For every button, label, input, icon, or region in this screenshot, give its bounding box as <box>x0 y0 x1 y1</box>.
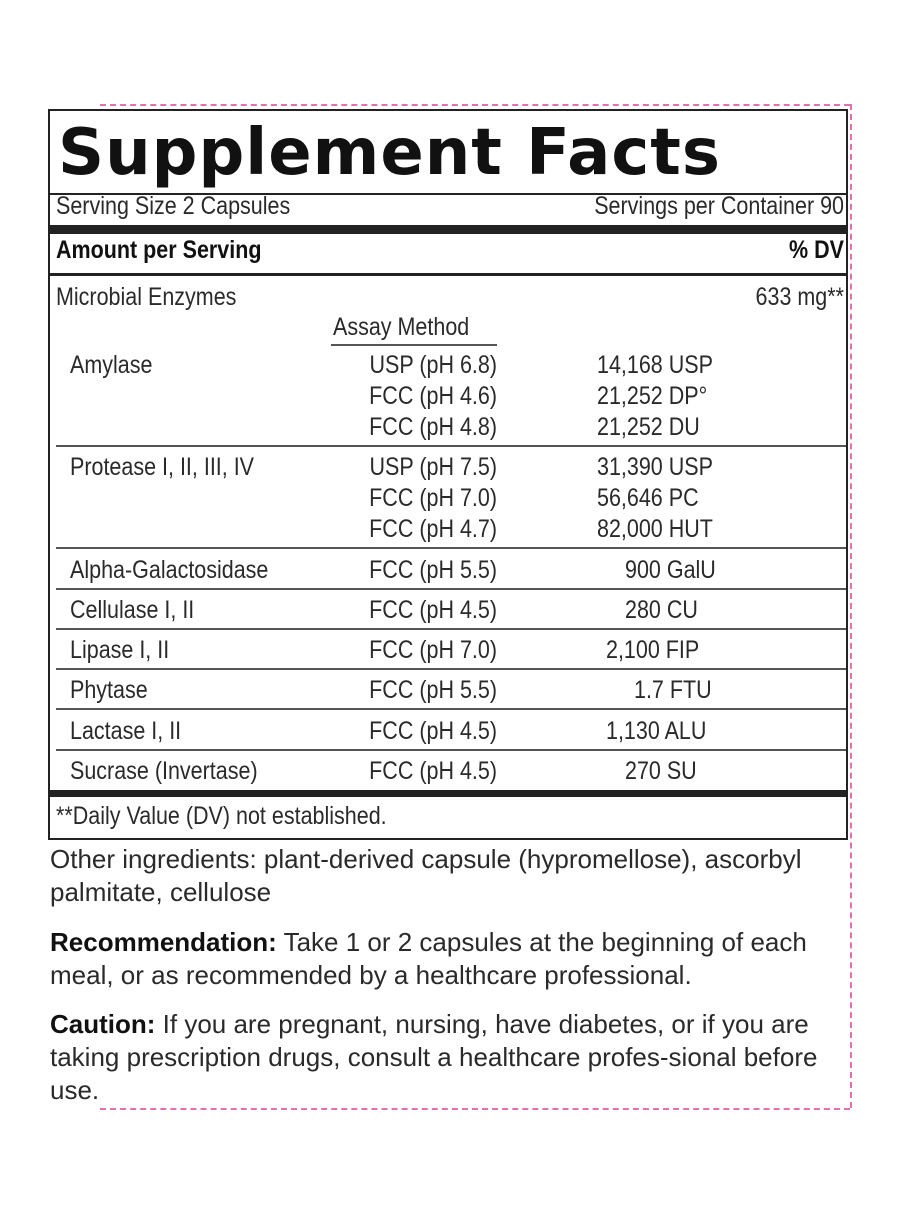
row-divider <box>56 708 846 710</box>
recommendation <box>50 926 840 992</box>
thick-rule-bottom <box>50 790 846 797</box>
ingredient-value: 31,390 USP <box>597 453 713 481</box>
ingredient-name: Protease I, II, III, IV <box>70 453 255 481</box>
caution <box>50 1008 840 1107</box>
ingredient-name: Amylase <box>70 351 153 379</box>
assay-method: FCC (pH 4.5) <box>369 757 497 785</box>
blend-name: Microbial Enzymes <box>56 283 237 311</box>
assay-method: FCC (pH 4.6) <box>369 382 497 410</box>
amount-per-serving: Amount per Serving <box>56 236 262 264</box>
ingredient-value: 21,252 DP° <box>597 382 708 410</box>
assay-method: USP (pH 6.8) <box>369 351 497 379</box>
recommendation-label: Recommendation: <box>50 927 277 957</box>
ingredient-value: 900 GalU <box>625 556 716 584</box>
row-divider <box>56 547 846 549</box>
caution-label: Caution: <box>50 1009 156 1039</box>
ingredient-value: 2,100 FIP <box>606 636 700 664</box>
assay-method: FCC (pH 4.7) <box>369 515 497 543</box>
trim-mark-right <box>850 104 852 1108</box>
assay-method: FCC (pH 4.5) <box>369 596 497 624</box>
supplement-facts-panel <box>48 109 848 840</box>
ingredient-value: 21,252 DU <box>597 413 700 441</box>
blend-amount: 633 mg** <box>755 283 844 311</box>
ingredient-value: 56,646 PC <box>597 484 699 512</box>
assay-method: FCC (pH 5.5) <box>369 556 497 584</box>
ingredient-value: 270 SU <box>625 757 697 785</box>
ingredient-name: Cellulase I, II <box>70 596 195 624</box>
assay-method: FCC (pH 4.5) <box>369 717 497 745</box>
assay-method: FCC (pH 5.5) <box>369 676 497 704</box>
assay-method: FCC (pH 7.0) <box>369 636 497 664</box>
thick-rule-top <box>50 225 846 234</box>
ingredient-value: 14,168 USP <box>597 351 713 379</box>
ingredient-name: Phytase <box>70 676 148 704</box>
ingredient-name: Sucrase (Invertase) <box>70 757 258 785</box>
other-ingredients: Other ingredients: plant-derived capsule (hypromellose), ascorbyl palmitate, cellulose <box>50 844 802 907</box>
ingredient-name: Lipase I, II <box>70 636 170 664</box>
row-divider <box>56 749 846 751</box>
ingredient-value: 82,000 HUT <box>597 515 713 543</box>
ingredient-value: 1.7 FTU <box>634 676 712 704</box>
assay-method: FCC (pH 7.0) <box>369 484 497 512</box>
row-divider <box>56 445 846 447</box>
dv-footnote: **Daily Value (DV) not established. <box>56 802 387 830</box>
assay-method-header: Assay Method <box>333 313 470 341</box>
recommendation-text: Take 1 or 2 capsules at the beginning of each meal, or as recommended by a healthcare professional. <box>50 927 807 990</box>
row-divider <box>56 668 846 670</box>
trim-mark-bottom <box>100 1108 850 1110</box>
ingredient-name: Alpha-Galactosidase <box>70 556 269 584</box>
row-divider <box>56 588 846 590</box>
assay-method: USP (pH 7.5) <box>369 453 497 481</box>
dv-header: % DV <box>789 236 844 264</box>
assay-method: FCC (pH 4.8) <box>369 413 497 441</box>
trim-mark-top <box>100 104 850 106</box>
caution-text: If you are pregnant, nursing, have diabetes, or if you are taking prescription drugs, consult a healthcare profes-sional before use. <box>50 1009 818 1105</box>
servings-per-container: Servings per Container 90 <box>594 192 844 220</box>
assay-header-underline <box>331 344 497 346</box>
ingredient-value: 1,130 ALU <box>606 717 707 745</box>
serving-size: Serving Size 2 Capsules <box>56 192 291 220</box>
row-divider <box>56 628 846 630</box>
ingredient-value: 280 CU <box>625 596 698 624</box>
ingredient-name: Lactase I, II <box>70 717 182 745</box>
panel-title: Supplement Facts <box>58 116 721 190</box>
header-rule <box>50 273 846 276</box>
